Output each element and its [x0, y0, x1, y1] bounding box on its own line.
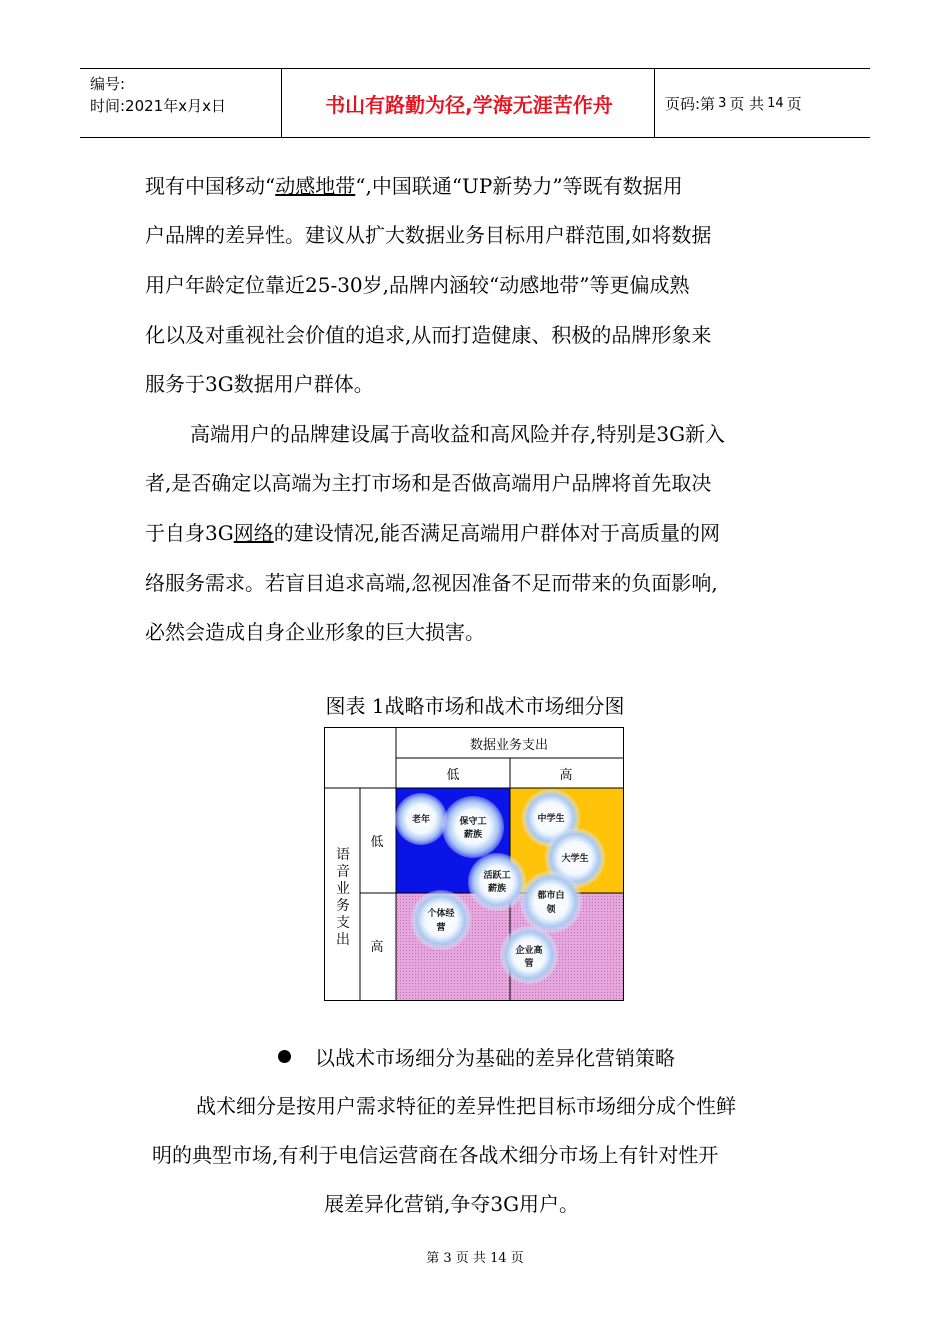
footer-page-total: 14: [490, 1251, 507, 1266]
segmentation-figure: [324, 727, 624, 1001]
para2-line2: 者,是否确定以高端为主打市场和是否做高端用户品牌将首先取决: [145, 471, 712, 495]
col-header: 数据业务支出: [469, 738, 549, 753]
text-run: 现有中国移动“: [145, 174, 276, 198]
segment-label: 大学生: [561, 854, 589, 864]
page-footer: [0, 1247, 950, 1266]
header-motto: 书山有路勤为径,学海无涯苦作舟: [325, 92, 613, 117]
header-page-info: [665, 69, 802, 137]
para1-line3: 用户年龄定位靠近25-30岁,品牌内涵较“动感地带”等更偏成熟: [145, 273, 690, 297]
para2-line5: 必然会造成自身企业形象的巨大损害。: [145, 620, 485, 644]
segment-label: 保守工: [459, 817, 487, 827]
bullet-title: 以战术市场细分为基础的差异化营销策略: [315, 1046, 675, 1070]
para2-line4: 络服务需求。若盲目追求高端,忽视因准备不足而带来的负面影响,: [145, 571, 718, 595]
footer-page-num: 3: [443, 1251, 452, 1266]
header-page-num: 3: [718, 95, 727, 111]
para1-line2: 户品牌的差异性。建议从扩大数据业务目标用户群范围,如将数据: [145, 223, 712, 247]
segment-label: 老年: [411, 815, 431, 825]
col-high-label: 高: [559, 768, 573, 783]
segment-bubble: [500, 926, 558, 984]
header-page-label: 页码:第: [665, 94, 716, 113]
header-date-label: 时间:2021年x月x日: [90, 97, 226, 115]
segment-label: 薪族: [463, 830, 483, 840]
segment-label: 活跃工: [483, 871, 511, 881]
segment-bubble: [520, 871, 582, 933]
text-run: 于自身3G: [145, 521, 234, 545]
page-header: [80, 68, 870, 138]
segment-label: 营: [436, 923, 446, 933]
header-page-total: 14: [767, 95, 784, 111]
segment-label: 都市白: [537, 891, 565, 901]
footer-text: 第: [426, 1251, 440, 1266]
para3-line3: 展差异化营销,争夺3G用户。: [324, 1192, 580, 1216]
row-header: [336, 847, 350, 948]
bullet-heading: [278, 1042, 675, 1071]
segment-bubble: [411, 890, 471, 950]
para3-line2: 明的典型市场,有利于电信运营商在各战术细分市场上有针对性开: [152, 1143, 719, 1167]
row-header-char: 音: [336, 864, 350, 880]
link-dongganddidai[interactable]: 动感地带: [275, 174, 356, 198]
footer-text: 页 共: [455, 1251, 486, 1266]
segment-label: 管: [524, 959, 534, 969]
para1-line4: 化以及对重视社会价值的追求,从而打造健康、积极的品牌形象来: [145, 323, 712, 347]
row-header-char: 业: [336, 881, 350, 897]
segment-label: 企业高: [515, 946, 543, 956]
segment-label: 中学生: [537, 814, 565, 824]
header-meta: [90, 73, 226, 117]
row-header-char: 语: [336, 847, 350, 863]
text-run: “,中国联通“UP新势力”等既有数据用: [355, 174, 683, 198]
header-divider: [281, 69, 282, 137]
text-run: 的建设情况,能否满足高端用户群体对于高质量的网: [273, 521, 721, 545]
footer-text: 页: [510, 1251, 524, 1266]
row-header-char: 出: [336, 932, 350, 948]
segment-bubble: [395, 793, 447, 845]
segment-label: 薪族: [487, 884, 507, 894]
figure-caption: 图表 1战略市场和战术市场细分图: [325, 694, 625, 718]
segment-bubble: [442, 796, 504, 858]
header-divider: [654, 69, 655, 137]
segment-label: 领: [546, 905, 556, 915]
row-low-label: 低: [370, 835, 384, 850]
segmentation-matrix: [325, 728, 623, 1000]
para2-line1: 高端用户的品牌建设属于高收益和高风险并存,特别是3G新入: [190, 422, 726, 446]
header-page-end: 页: [786, 94, 802, 113]
segment-label: 个体经: [427, 909, 455, 919]
para1-line1: [145, 174, 683, 198]
row-header-char: 支: [336, 915, 350, 931]
row-header-char: 务: [336, 898, 350, 914]
header-page-mid: 页 共: [729, 94, 765, 113]
bullet-dot-icon: [278, 1050, 291, 1063]
para3-line1: 战术细分是按用户需求特征的差异性把目标市场细分成个性鲜: [196, 1094, 736, 1118]
para2-line3: [145, 521, 720, 545]
segment-bubble: [468, 853, 526, 911]
header-number-label: 编号:: [90, 75, 126, 93]
row-high-label: 高: [370, 940, 384, 955]
link-network[interactable]: 网络: [233, 521, 274, 545]
para1-line5: 服务于3G数据用户群体。: [145, 372, 374, 396]
col-low-label: 低: [446, 768, 460, 783]
